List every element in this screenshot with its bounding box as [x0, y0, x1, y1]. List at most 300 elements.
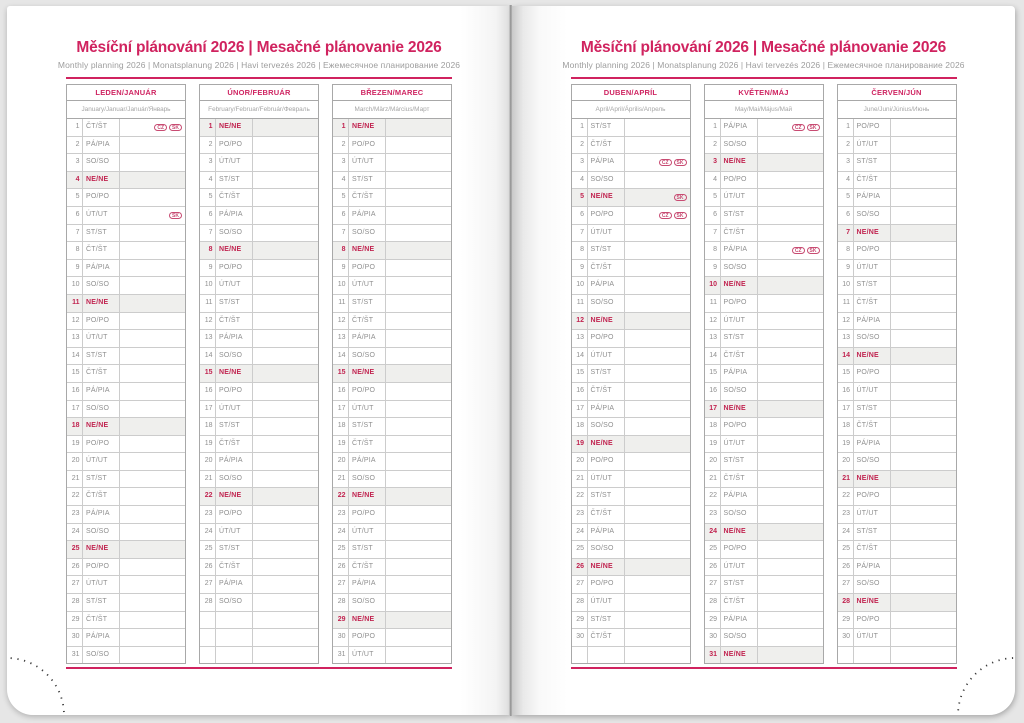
day-abbrev: ČT/ŠT: [854, 172, 891, 189]
day-row: [67, 136, 185, 154]
day-number: 22: [67, 488, 83, 505]
notes-cell: [625, 260, 690, 277]
day-row: [67, 347, 185, 365]
day-number: 27: [200, 576, 216, 593]
day-row: [67, 540, 185, 558]
notes-cell: [120, 119, 185, 136]
day-number: 3: [200, 154, 216, 171]
notes-cell: [758, 436, 823, 453]
day-abbrev: ÚT/UT: [721, 313, 758, 330]
day-number: 15: [67, 365, 83, 382]
day-abbrev: PÁ/PIA: [588, 524, 625, 541]
month-name: DUBEN/APRÍL: [571, 84, 691, 101]
day-abbrev: ÚT/UT: [721, 189, 758, 206]
day-row: [572, 575, 690, 593]
day-row: [333, 523, 451, 541]
day-abbrev: ÚT/UT: [83, 330, 120, 347]
day-row: [838, 523, 956, 541]
day-number: 28: [200, 594, 216, 611]
day-abbrev: NE/NE: [83, 418, 120, 435]
day-row: [67, 558, 185, 576]
day-row: [705, 435, 823, 453]
notes-cell: [891, 506, 956, 523]
holiday-badge-sk: SK: [169, 212, 182, 219]
notes-cell: [253, 277, 318, 294]
day-number: 8: [705, 242, 721, 259]
notes-cell: [253, 418, 318, 435]
day-number: 24: [705, 524, 721, 541]
day-row: [333, 593, 451, 611]
day-abbrev: NE/NE: [349, 612, 386, 629]
notes-cell: [253, 119, 318, 136]
day-abbrev: PÁ/PIA: [349, 453, 386, 470]
day-row: [333, 646, 451, 664]
day-abbrev: ČT/ŠT: [349, 559, 386, 576]
day-row: [705, 487, 823, 505]
month-subtitle: February/Februar/Február/Февраль: [199, 101, 319, 118]
day-row: [200, 312, 318, 330]
day-number: 19: [838, 436, 854, 453]
month-name: ÚNOR/FEBRUÁR: [199, 84, 319, 101]
day-abbrev: PÁ/PIA: [588, 277, 625, 294]
day-abbrev: [216, 629, 253, 646]
day-abbrev: ÚT/UT: [854, 137, 891, 154]
day-abbrev: ÚT/UT: [349, 401, 386, 418]
day-number: 9: [572, 260, 588, 277]
notes-cell: [625, 295, 690, 312]
notes-cell: [625, 453, 690, 470]
day-number: 12: [67, 313, 83, 330]
notes-cell: [758, 242, 823, 259]
day-row: [838, 294, 956, 312]
day-abbrev: ST/ST: [721, 576, 758, 593]
day-number: 25: [333, 541, 349, 558]
day-abbrev: [216, 612, 253, 629]
notes-cell: [120, 594, 185, 611]
notes-cell: [120, 172, 185, 189]
day-number: 19: [67, 436, 83, 453]
day-row: [200, 452, 318, 470]
day-row: [67, 364, 185, 382]
notes-cell: [253, 524, 318, 541]
day-abbrev: NE/NE: [349, 119, 386, 136]
day-number: 10: [333, 277, 349, 294]
day-abbrev: PO/PO: [588, 330, 625, 347]
day-number: 4: [67, 172, 83, 189]
notes-cell: [758, 418, 823, 435]
day-row: [200, 119, 318, 136]
day-row: [200, 153, 318, 171]
day-abbrev: PO/PO: [854, 365, 891, 382]
day-row: [572, 400, 690, 418]
notes-cell: [758, 541, 823, 558]
notes-cell: [386, 383, 451, 400]
notes-cell: [120, 330, 185, 347]
notes-cell: [120, 576, 185, 593]
day-number: 21: [572, 471, 588, 488]
notes-cell: [625, 365, 690, 382]
notes-cell: [758, 629, 823, 646]
notes-cell: [758, 295, 823, 312]
day-abbrev: ČT/ŠT: [721, 594, 758, 611]
day-abbrev: PO/PO: [854, 612, 891, 629]
day-row: [200, 505, 318, 523]
notes-cell: [253, 137, 318, 154]
notes-cell: [758, 260, 823, 277]
day-abbrev: ST/ST: [721, 453, 758, 470]
day-abbrev: PÁ/PIA: [216, 330, 253, 347]
notes-cell: [120, 453, 185, 470]
notes-cell: [891, 524, 956, 541]
day-abbrev: ST/ST: [83, 225, 120, 242]
day-number: 31: [705, 647, 721, 664]
day-row: [838, 224, 956, 242]
day-number: 20: [705, 453, 721, 470]
day-number: 8: [67, 242, 83, 259]
day-row: [67, 435, 185, 453]
month-grid: [571, 118, 691, 664]
day-number: 23: [705, 506, 721, 523]
notes-cell: [758, 383, 823, 400]
day-row: [333, 382, 451, 400]
day-number: [200, 629, 216, 646]
day-number: 13: [200, 330, 216, 347]
day-row: [572, 153, 690, 171]
day-number: 18: [705, 418, 721, 435]
day-number: 13: [705, 330, 721, 347]
day-row: [572, 628, 690, 646]
day-abbrev: ST/ST: [721, 330, 758, 347]
day-number: 27: [67, 576, 83, 593]
day-number: 11: [67, 295, 83, 312]
day-row: [838, 276, 956, 294]
day-number: 17: [572, 401, 588, 418]
day-abbrev: NE/NE: [216, 365, 253, 382]
notes-cell: [120, 365, 185, 382]
notes-cell: [625, 594, 690, 611]
day-number: 22: [572, 488, 588, 505]
day-row: [333, 540, 451, 558]
day-abbrev: PÁ/PIA: [83, 629, 120, 646]
day-number: 3: [705, 154, 721, 171]
day-row: [333, 487, 451, 505]
day-number: 30: [333, 629, 349, 646]
day-number: 7: [838, 225, 854, 242]
day-number: 11: [200, 295, 216, 312]
day-row: [200, 417, 318, 435]
day-abbrev: ST/ST: [588, 119, 625, 136]
day-number: 26: [572, 559, 588, 576]
day-number: 15: [200, 365, 216, 382]
notes-cell: [253, 576, 318, 593]
notes-cell: [120, 277, 185, 294]
notes-cell: [625, 348, 690, 365]
notes-cell: [891, 594, 956, 611]
day-row: [200, 400, 318, 418]
day-row: [333, 611, 451, 629]
day-number: 14: [200, 348, 216, 365]
day-number: 8: [333, 242, 349, 259]
day-row: [572, 171, 690, 189]
notes-cell: [386, 612, 451, 629]
notes-cell: [386, 330, 451, 347]
day-abbrev: PÁ/PIA: [721, 612, 758, 629]
day-abbrev: ÚT/UT: [83, 576, 120, 593]
notes-cell: [386, 401, 451, 418]
day-abbrev: ÚT/UT: [588, 225, 625, 242]
notes-cell: [625, 383, 690, 400]
day-number: 18: [333, 418, 349, 435]
day-number: 10: [572, 277, 588, 294]
day-abbrev: ST/ST: [216, 295, 253, 312]
day-row: [838, 400, 956, 418]
day-abbrev: PO/PO: [588, 576, 625, 593]
day-number: 29: [572, 612, 588, 629]
day-number: 4: [200, 172, 216, 189]
day-abbrev: ST/ST: [83, 594, 120, 611]
day-row: [572, 347, 690, 365]
notes-cell: [625, 506, 690, 523]
day-row: [200, 241, 318, 259]
day-number: 16: [838, 383, 854, 400]
day-number: 8: [200, 242, 216, 259]
day-row: [838, 593, 956, 611]
month-grid: [332, 118, 452, 664]
day-abbrev: ČT/ŠT: [83, 612, 120, 629]
day-number: 8: [838, 242, 854, 259]
day-abbrev: ČT/ŠT: [216, 559, 253, 576]
day-abbrev: PO/PO: [349, 506, 386, 523]
month-grid: [66, 118, 186, 664]
notes-cell: [625, 418, 690, 435]
notes-cell: [891, 612, 956, 629]
day-row: [333, 171, 451, 189]
day-number: 2: [838, 137, 854, 154]
holiday-badge-sk: SK: [807, 124, 820, 131]
day-number: 6: [333, 207, 349, 224]
day-row: [838, 329, 956, 347]
notes-cell: [386, 189, 451, 206]
notes-cell: [120, 436, 185, 453]
day-abbrev: SO/SO: [349, 348, 386, 365]
day-number: 27: [705, 576, 721, 593]
day-number: 26: [200, 559, 216, 576]
day-number: 6: [572, 207, 588, 224]
notes-cell: [120, 488, 185, 505]
day-row: [572, 505, 690, 523]
day-number: [838, 647, 854, 664]
day-abbrev: PO/PO: [721, 418, 758, 435]
month-subtitle: March/März/Március/Март: [332, 101, 452, 118]
notes-cell: [253, 559, 318, 576]
day-abbrev: PÁ/PIA: [349, 576, 386, 593]
day-abbrev: ST/ST: [349, 172, 386, 189]
empty-row: [838, 646, 956, 664]
day-abbrev: SO/SO: [721, 137, 758, 154]
notes-cell: [120, 629, 185, 646]
day-number: 11: [572, 295, 588, 312]
notes-cell: [758, 471, 823, 488]
day-number: 26: [333, 559, 349, 576]
day-number: 1: [67, 119, 83, 136]
day-row: [67, 417, 185, 435]
day-row: [572, 435, 690, 453]
day-number: 13: [838, 330, 854, 347]
day-row: [705, 188, 823, 206]
months-row: [512, 84, 1015, 664]
day-number: 21: [200, 471, 216, 488]
bottom-rule: [66, 667, 452, 669]
day-number: 26: [67, 559, 83, 576]
day-row: [572, 329, 690, 347]
day-row: [705, 417, 823, 435]
day-abbrev: PÁ/PIA: [216, 453, 253, 470]
day-abbrev: SO/SO: [83, 524, 120, 541]
day-abbrev: ČT/ŠT: [588, 260, 625, 277]
day-row: [705, 259, 823, 277]
notes-cell: [758, 189, 823, 206]
day-abbrev: PO/PO: [854, 242, 891, 259]
day-row: [67, 575, 185, 593]
day-row: [333, 312, 451, 330]
day-abbrev: ST/ST: [83, 471, 120, 488]
notes-cell: [253, 242, 318, 259]
day-abbrev: ST/ST: [216, 172, 253, 189]
month-table: [332, 84, 452, 664]
day-number: 6: [200, 207, 216, 224]
day-number: 22: [333, 488, 349, 505]
page-title: Měsíční plánování 2026 | Mesačné plánovanie 2026: [580, 39, 947, 56]
day-row: [705, 505, 823, 523]
notes-cell: [891, 383, 956, 400]
day-row: [200, 435, 318, 453]
day-row: [838, 540, 956, 558]
day-row: [67, 452, 185, 470]
notes-cell: [386, 348, 451, 365]
day-number: 6: [838, 207, 854, 224]
day-number: 28: [67, 594, 83, 611]
notes-cell: [386, 647, 451, 664]
day-row: [67, 294, 185, 312]
title-rule: [66, 77, 452, 79]
holiday-badge-cz: CZ: [659, 159, 672, 166]
holiday-badge-sk: SK: [807, 247, 820, 254]
notes-cell: [386, 418, 451, 435]
day-number: 27: [838, 576, 854, 593]
day-row: [838, 364, 956, 382]
day-abbrev: [588, 647, 625, 664]
notes-cell: [120, 524, 185, 541]
notes-cell: [120, 154, 185, 171]
day-abbrev: NE/NE: [854, 594, 891, 611]
day-number: 30: [67, 629, 83, 646]
day-abbrev: SO/SO: [216, 594, 253, 611]
day-abbrev: ČT/ŠT: [83, 365, 120, 382]
notes-cell: [625, 559, 690, 576]
month-name: KVĚTEN/MÁJ: [704, 84, 824, 101]
notes-cell: [253, 330, 318, 347]
notes-cell: [253, 594, 318, 611]
day-row: [67, 400, 185, 418]
notes-cell: [891, 541, 956, 558]
day-abbrev: [854, 647, 891, 664]
day-row: [572, 558, 690, 576]
notes-cell: [758, 207, 823, 224]
notes-cell: [120, 207, 185, 224]
notes-cell: [758, 330, 823, 347]
day-abbrev: ÚT/UT: [216, 401, 253, 418]
day-abbrev: SO/SO: [721, 506, 758, 523]
day-abbrev: ST/ST: [588, 488, 625, 505]
day-number: 7: [67, 225, 83, 242]
day-row: [333, 435, 451, 453]
day-row: [572, 470, 690, 488]
day-abbrev: ÚT/UT: [588, 471, 625, 488]
day-abbrev: NE/NE: [854, 348, 891, 365]
notes-cell: [625, 647, 690, 664]
notes-cell: [386, 524, 451, 541]
day-number: 1: [705, 119, 721, 136]
day-row: [705, 206, 823, 224]
day-row: [838, 505, 956, 523]
empty-row: [200, 611, 318, 629]
day-abbrev: SO/SO: [721, 629, 758, 646]
day-row: [200, 558, 318, 576]
notes-cell: [891, 330, 956, 347]
month-table: [66, 84, 186, 664]
notes-cell: [625, 242, 690, 259]
notes-cell: [891, 260, 956, 277]
day-number: 18: [838, 418, 854, 435]
notes-cell: [386, 436, 451, 453]
notes-cell: [625, 488, 690, 505]
day-row: [200, 276, 318, 294]
day-abbrev: ÚT/UT: [349, 524, 386, 541]
day-row: [705, 119, 823, 136]
day-row: [200, 136, 318, 154]
page-right-content: [512, 6, 1015, 669]
day-abbrev: SO/SO: [588, 295, 625, 312]
day-row: [67, 119, 185, 136]
notes-cell: [253, 172, 318, 189]
day-row: [200, 593, 318, 611]
day-row: [705, 241, 823, 259]
day-abbrev: ST/ST: [349, 541, 386, 558]
month-subtitle: June/Juni/Június/Июнь: [837, 101, 957, 118]
day-abbrev: PÁ/PIA: [721, 365, 758, 382]
day-abbrev: PO/PO: [721, 295, 758, 312]
day-number: 4: [705, 172, 721, 189]
day-number: 5: [67, 189, 83, 206]
notes-cell: [625, 119, 690, 136]
day-abbrev: PO/PO: [588, 453, 625, 470]
day-number: 25: [705, 541, 721, 558]
notes-cell: [625, 436, 690, 453]
day-abbrev: ÚT/UT: [854, 383, 891, 400]
notes-cell: [386, 242, 451, 259]
day-number: 2: [333, 137, 349, 154]
day-abbrev: NE/NE: [721, 647, 758, 664]
day-abbrev: PO/PO: [216, 137, 253, 154]
day-abbrev: NE/NE: [349, 242, 386, 259]
day-number: 11: [333, 295, 349, 312]
day-abbrev: ČT/ŠT: [854, 295, 891, 312]
notes-cell: [891, 172, 956, 189]
day-number: 21: [67, 471, 83, 488]
notes-cell: [758, 277, 823, 294]
notes-cell: [253, 401, 318, 418]
notes-cell: [386, 119, 451, 136]
